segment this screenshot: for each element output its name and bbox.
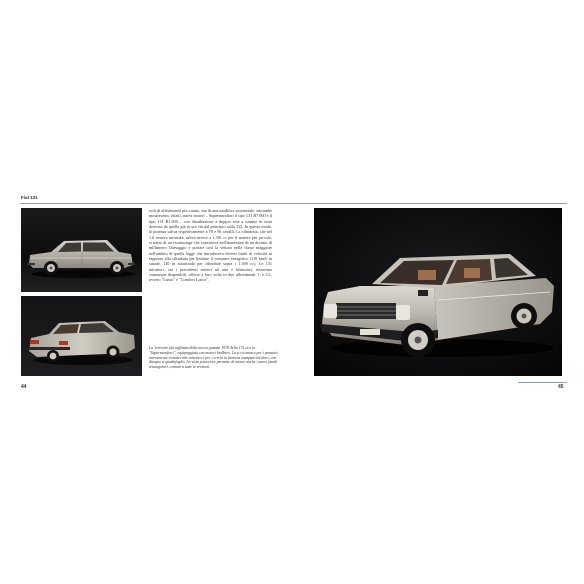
body-text bbox=[149, 208, 272, 283]
top-rule bbox=[20, 203, 567, 204]
running-head: Fiat 131 bbox=[21, 195, 38, 200]
body-paragraph: ordi di allestimenti più curato, ma di una modifica sostanziale: entrambe mostravano, infatti, nuovi motori – Supermirafiori il tipo 131 B7.000 e il tipo 131 B1.600 – con distribuzione a doppio asse a camme in testa derivata da quella già in uso fin dal principio sulla 132. In questo modo, la potenza saliva rispettivamente a 78 e 96 cavalli. La cilindrata, che nel 1.6 restava invariata, saliva invece a 1.301 cc per il motore più piccolo, si tratto di un escamotage che consisteva nell'aumentare di un decimo di millimetro l'alesaggio e portare così la vettura nella classe maggiore nell'ambito di quella legge che introduceva diversi limiti di velocità in rapporto alla cilindrata per limitare il consumo energetico (110 km/h in statale, 140 in autostrada per cilindrate sopra i 1.300 cc). Le 131 mirafiori, coi i precedenti motori ad aste e bilancieri, restavano comunque disponibili, offerte a loro volta in due allestimenti, L e CL, ovvero "Lusso" e "Comfort Lusso". bbox=[149, 208, 272, 283]
photo-caption: La 'terrestre più raffinata della nuova gamma 1978 della 131 era la "Supermirafiori", equipaggiata con motori bialbero. La si riconosce per i paraurti interamente in materiale sintetico e per i cerchi in lamiera stampata bicolori, con disegno a quadrifoglio. La vista posteriore permette di notare anche i nuovi fanali rettangolari, comuni a tutte le versioni. bbox=[149, 346, 278, 370]
photo-rear-view bbox=[21, 296, 142, 376]
page-number-left: 44 bbox=[21, 384, 27, 390]
photo-front-three-quarter bbox=[314, 208, 562, 376]
photo-side-view bbox=[21, 208, 142, 292]
page-number-right: 45 bbox=[558, 384, 564, 390]
bottom-rule bbox=[518, 382, 567, 383]
